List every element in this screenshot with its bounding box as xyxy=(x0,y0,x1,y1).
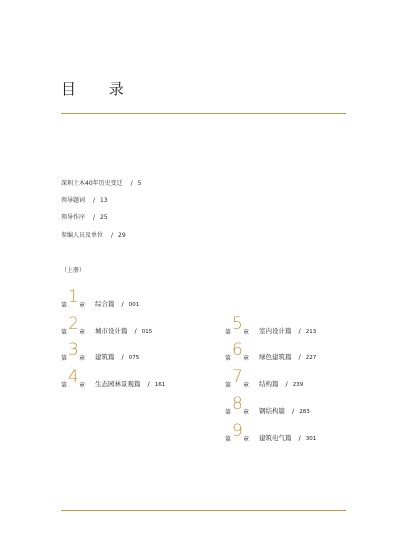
front-matter-page: 25 xyxy=(100,214,108,221)
front-matter-name: 深圳土木40年历史变迁 xyxy=(61,180,123,187)
volume-label: （上册） xyxy=(61,267,86,274)
separator: / xyxy=(285,380,288,388)
chapter-name: 绿色建筑篇 xyxy=(259,353,292,361)
front-matter-name: 领导题词 xyxy=(61,197,86,204)
chapter-suffix: 章 xyxy=(243,436,250,443)
chapter-number: 1 xyxy=(68,287,79,307)
page-title: 目 录 xyxy=(61,80,138,98)
separator: / xyxy=(121,300,124,308)
separator: / xyxy=(130,180,133,187)
front-matter-page: 29 xyxy=(118,232,126,239)
chapter-name: 结构篇 xyxy=(259,380,279,388)
chapter-suffix: 章 xyxy=(243,329,250,336)
chapter-page: 227 xyxy=(305,355,317,361)
chapter-page: 075 xyxy=(128,355,140,361)
chapter-number: 5 xyxy=(232,314,243,334)
chapter-page: 213 xyxy=(305,329,317,335)
chapter-suffix: 章 xyxy=(79,355,86,362)
chapter-prefix: 第 xyxy=(61,329,68,336)
chapter-prefix: 第 xyxy=(61,382,68,389)
separator: / xyxy=(134,327,137,335)
front-matter-name: 领导作序 xyxy=(61,214,86,221)
chapter-number: 3 xyxy=(68,340,79,360)
separator: / xyxy=(93,214,96,221)
chapter-name: 综合篇 xyxy=(95,300,115,308)
chapter-number: 8 xyxy=(232,394,243,414)
separator: / xyxy=(292,407,295,415)
separator: / xyxy=(298,434,301,442)
chapter-page: 001 xyxy=(128,302,140,308)
separator: / xyxy=(298,327,301,335)
chapter-prefix: 第 xyxy=(225,436,232,443)
chapter-name: 生态园林景观篇 xyxy=(95,380,141,388)
chapter-page: 015 xyxy=(141,329,153,335)
separator: / xyxy=(121,353,124,361)
front-matter-item[interactable] xyxy=(61,178,142,187)
front-matter-item[interactable] xyxy=(61,195,108,204)
chapter-prefix: 第 xyxy=(225,355,232,362)
front-matter-page: 13 xyxy=(100,197,108,204)
chapter-prefix: 第 xyxy=(61,355,68,362)
chapter-page: 301 xyxy=(305,436,317,442)
chapter-name: 城市设计篇 xyxy=(95,327,128,335)
chapter-prefix: 第 xyxy=(61,302,68,309)
separator: / xyxy=(147,380,150,388)
chapter-name: 建筑篇 xyxy=(95,353,115,361)
chapter-prefix: 第 xyxy=(225,409,232,416)
separator: / xyxy=(111,232,114,239)
chapter-suffix: 章 xyxy=(243,409,250,416)
front-matter-item[interactable] xyxy=(61,230,126,239)
chapter-suffix: 章 xyxy=(79,302,86,309)
front-matter-name: 参编人员及单位 xyxy=(61,232,104,239)
chapter-name: 建筑电气篇 xyxy=(259,434,292,442)
chapter-page: 239 xyxy=(292,382,304,388)
front-matter-page: 5 xyxy=(137,180,142,187)
separator: / xyxy=(298,353,301,361)
chapter-number: 4 xyxy=(68,367,79,387)
chapter-number: 2 xyxy=(68,314,79,334)
chapter-suffix: 章 xyxy=(243,382,250,389)
chapter-name: 钢结构篇 xyxy=(259,407,285,415)
chapter-prefix: 第 xyxy=(225,382,232,389)
front-matter-item[interactable] xyxy=(61,212,108,221)
chapter-prefix: 第 xyxy=(225,329,232,336)
chapter-number: 7 xyxy=(232,367,243,387)
bottom-divider xyxy=(61,510,346,511)
separator: / xyxy=(93,197,96,204)
chapter-page: 161 xyxy=(154,382,166,388)
top-divider xyxy=(61,113,346,114)
chapter-number: 9 xyxy=(232,421,243,441)
chapter-name: 室内设计篇 xyxy=(259,327,292,335)
chapter-suffix: 章 xyxy=(79,329,86,336)
chapter-page: 283 xyxy=(299,409,310,415)
chapter-suffix: 章 xyxy=(243,355,250,362)
chapter-number: 6 xyxy=(232,340,243,360)
chapter-suffix: 章 xyxy=(79,382,86,389)
